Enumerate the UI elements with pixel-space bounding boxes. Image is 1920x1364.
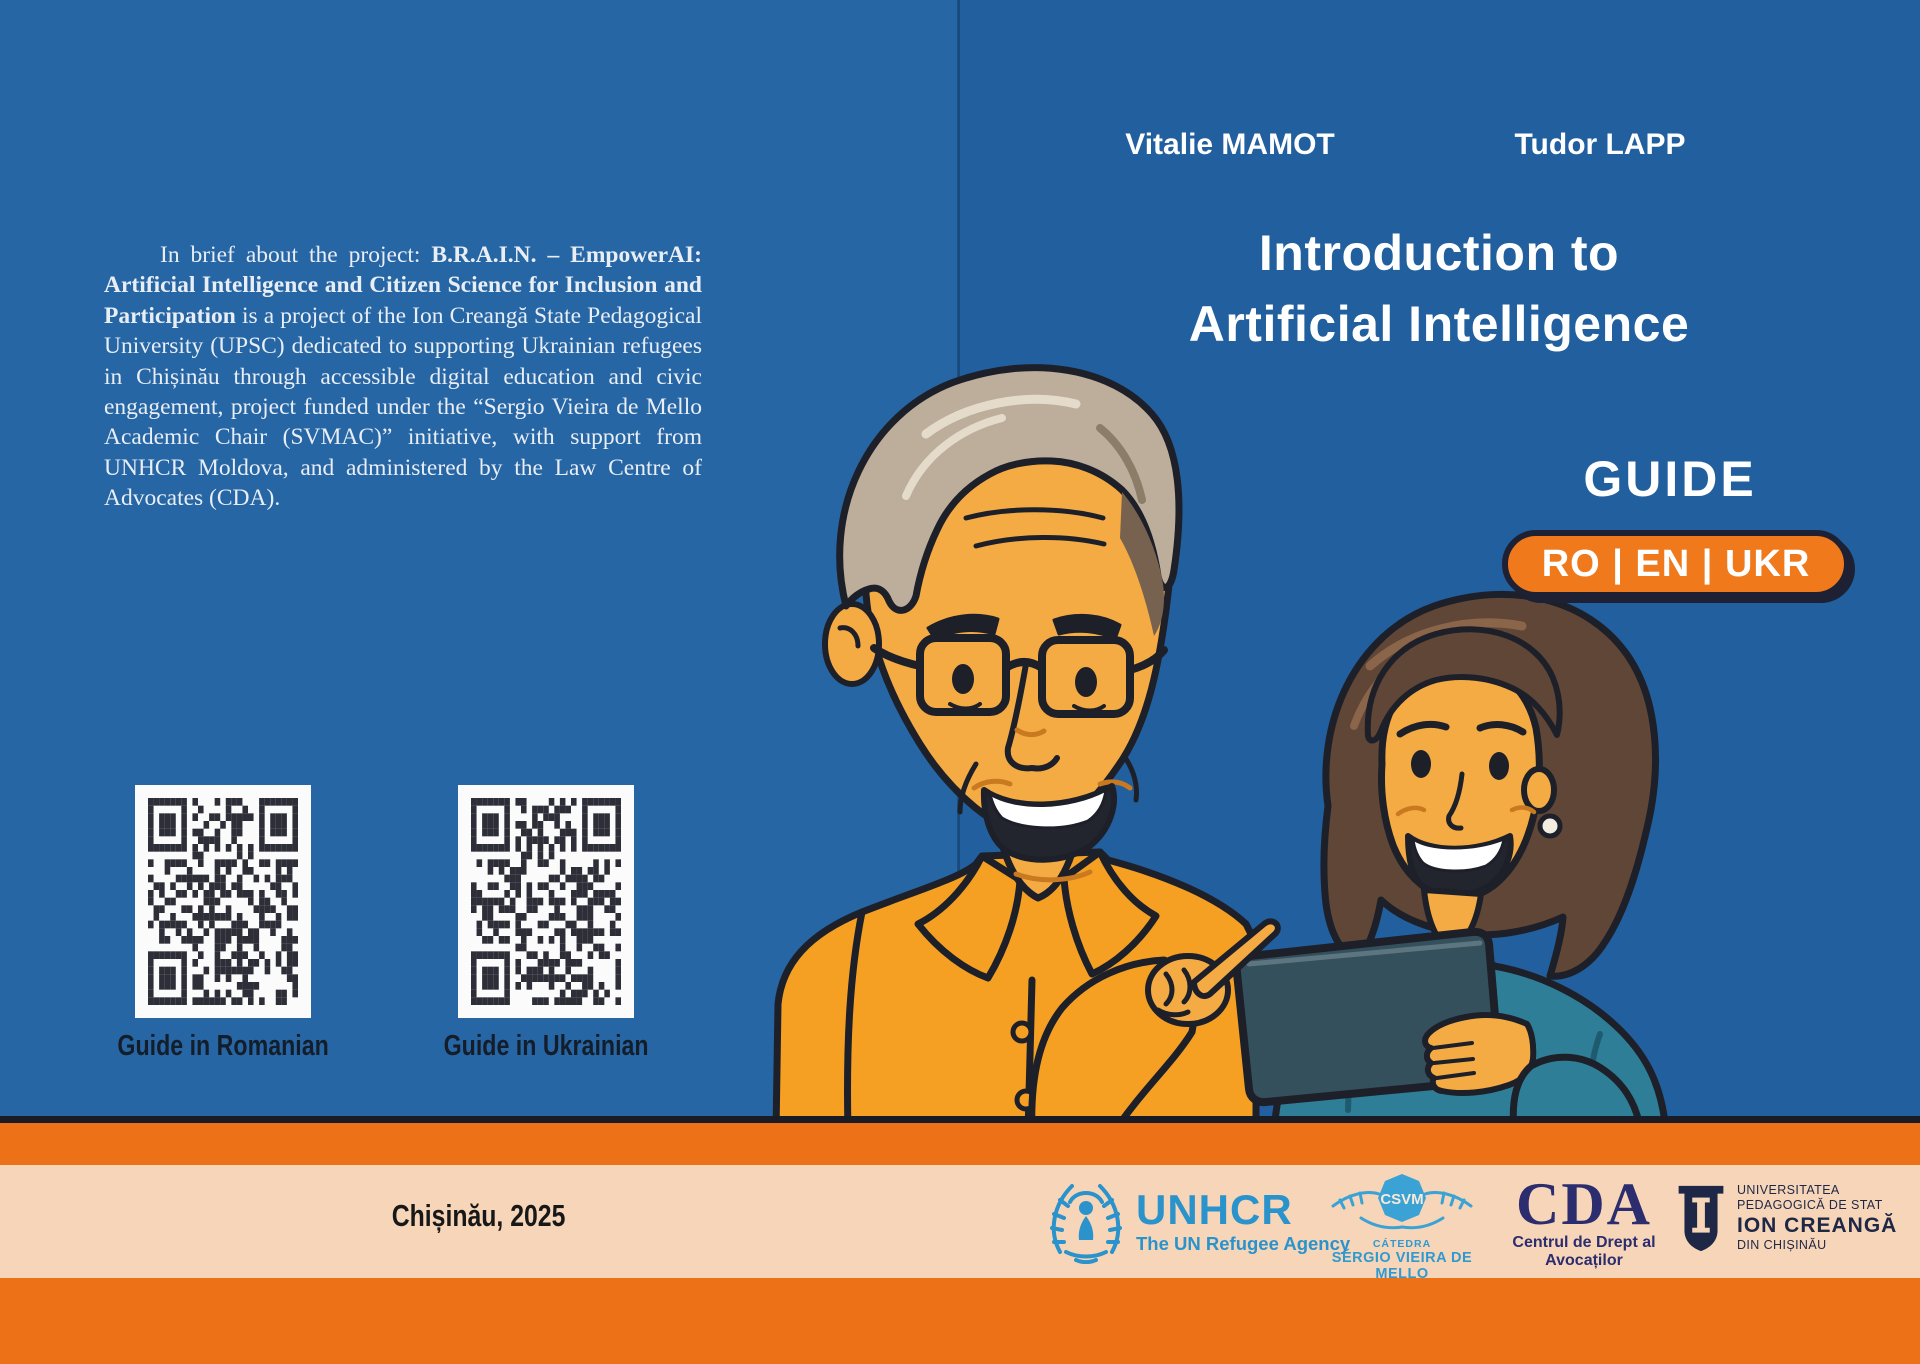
language-badge: RO | EN | UKR [1502, 530, 1850, 598]
csvm-line2: SÉRGIO VIEIRA DE MELLO [1331, 1250, 1473, 1282]
qr-code-ukrainian [458, 785, 634, 1018]
orange-band-bottom [0, 1278, 1920, 1364]
book-title-line1: Introduction to [1258, 225, 1620, 281]
qr-label-romanian: Guide in Romanian [117, 1030, 329, 1062]
qr-pattern-romanian [148, 798, 298, 1005]
csvm-line1: CÁTEDRA [1372, 1238, 1432, 1250]
qr-pattern-ukrainian [471, 798, 621, 1005]
author-name-2: Tudor LAPP [1514, 128, 1686, 161]
unhcr-emblem-icon [1046, 1180, 1126, 1264]
upsc-line2: PEDAGOGICĂ DE STAT [1737, 1198, 1883, 1213]
unhcr-tagline: The UN Refugee Agency [1136, 1233, 1351, 1254]
book-title [958, 218, 1920, 360]
csvm-emblem-icon [1327, 1172, 1477, 1232]
book-title-line2: Artificial Intelligence [1188, 296, 1690, 352]
author-name-1: Vitalie MAMOT [1125, 128, 1335, 161]
subtitle-guide: GUIDE [1583, 451, 1757, 507]
unhcr-wordmark: UNHCR [1136, 1186, 1293, 1233]
upsc-line1: UNIVERSITATEA [1737, 1182, 1840, 1197]
project-description [104, 240, 702, 514]
qr-label-ukrainian: Guide in Ukrainian [443, 1030, 649, 1062]
qr-code-romanian [135, 785, 311, 1018]
imprint-city-year: Chișinău, 2025 [392, 1198, 566, 1233]
unhcr-logo [1046, 1180, 1350, 1264]
orange-band-top [0, 1123, 1920, 1165]
csvm-acronym: CSVM [1380, 1191, 1424, 1208]
cda-acronym: CDA [1516, 1171, 1652, 1237]
cda-tagline: Centrul de Drept al Avocaților [1512, 1234, 1656, 1269]
csvm-logo [1316, 1172, 1488, 1282]
project-description-rest: is a project of the Ion Creangă State Pedagogical University (UPSC) dedicated to supporting Ukrainian refugees in Chișinău through accessible digital education and civic engagement, project funded under the “Sergio Vieira de Mello Academic Chair (SVMAC)” initiative, with support from UNHCR Moldova, and administered by the Law Centre of Advocates (CDA). [104, 302, 702, 512]
upsc-line3: ION CREANGĂ [1737, 1213, 1898, 1237]
upsc-logo [1674, 1182, 1897, 1254]
cda-logo [1494, 1171, 1674, 1270]
project-description-intro: In brief about the project: [160, 242, 432, 268]
divider-line [0, 1116, 1920, 1123]
upsc-line4: DIN CHIȘINĂU [1737, 1237, 1827, 1252]
project-name: B.R.A.I.N. – EmpowerAI: Artificial Intelligence and Citizen Science for Inclusion and Participation [104, 242, 702, 329]
upsc-shield-icon [1674, 1182, 1728, 1254]
